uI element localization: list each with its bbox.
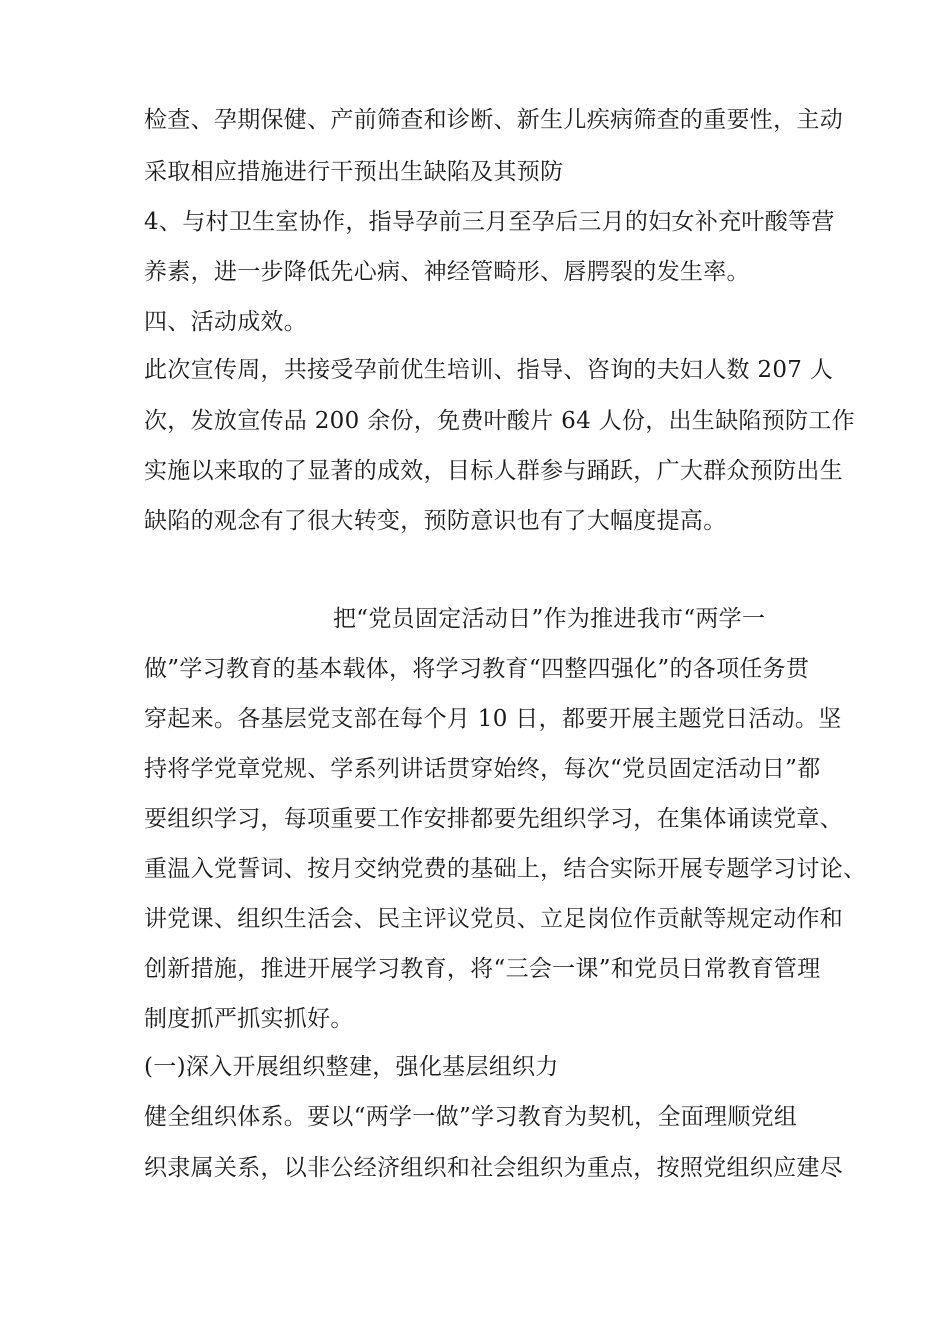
section-heading: (一)深入开展组织整建，强化基层组织力: [144, 1054, 559, 1080]
text-line: 要组织学习，每项重要工作安排都要先组织学习，在集体诵读党章、: [144, 806, 843, 832]
text-line: 讲党课、组织生活会、民主评议党员、立足岗位作贡献等规定动作和: [144, 906, 843, 932]
text-line: 创新措施，推进开展学习教育，将“三会一课”和党员日常教育管理: [144, 956, 821, 982]
text-line: 次，发放宣传品 200 余份，免费叶酸片 64 人份，出生缺陷预防工作: [144, 408, 855, 434]
text-line: 4、与村卫生室协作，指导孕前三月至孕后三月的妇女补充叶酸等营: [144, 209, 835, 235]
text-line: 此次宣传周，共接受孕前优生培训、指导、咨询的夫妇人数 207 人: [144, 357, 834, 383]
text-line: 采取相应措施进行干预出生缺陷及其预防: [144, 159, 564, 185]
text-line: 持将学党章党规、学系列讲话贯穿始终，每次“党员固定活动日”都: [144, 756, 821, 782]
text-line: 制度抓严抓实抓好。: [144, 1006, 354, 1032]
text-line: 检查、孕期保健、产前筛查和诊断、新生儿疾病筛查的重要性，主动: [144, 107, 843, 133]
text-line: 做”学习教育的基本载体，将学习教育“四整四强化”的各项任务贯: [144, 656, 810, 682]
text-line: 养素，进一步降低先心病、神经管畸形、唇腭裂的发生率。: [144, 259, 750, 285]
text-line: 织隶属关系，以非公经济组织和社会组织为重点，按照党组织应建尽: [144, 1155, 843, 1181]
text-line: 缺陷的观念有了很大转变，预防意识也有了大幅度提高。: [144, 508, 727, 534]
text-line: 重温入党誓词、按月交纳党费的基础上，结合实际开展专题学习讨论、: [144, 856, 867, 882]
paragraph-opening-line: 把“党员固定活动日”作为推进我市“两学一: [333, 606, 766, 632]
text-line: 健全组织体系。要以“两学一做”学习教育为契机，全面理顺党组: [144, 1104, 798, 1130]
text-line: 穿起来。各基层党支部在每个月 10 日，都要开展主题党日活动。坚: [144, 706, 842, 732]
section-heading: 四、活动成效。: [144, 309, 308, 335]
text-line: 实施以来取的了显著的成效，目标人群参与踊跃，广大群众预防出生: [144, 458, 843, 484]
